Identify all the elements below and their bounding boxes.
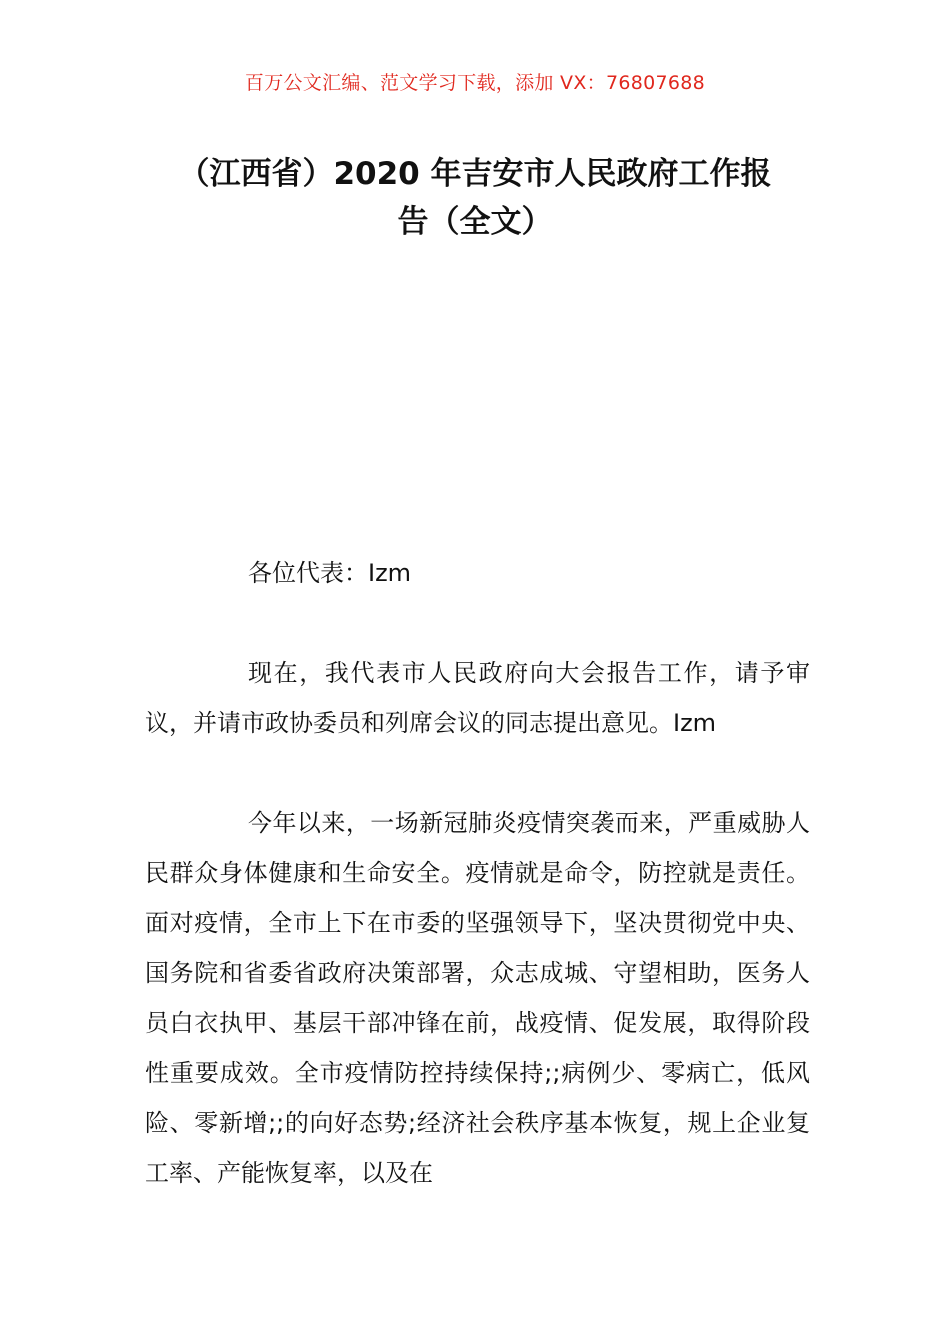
- paragraph: 现在，我代表市人民政府向大会报告工作，请予审议，并请市政协委员和列席会议的同志提出意见。Izm: [145, 659, 810, 737]
- document-title: [120, 150, 830, 246]
- title-line-1: （江西省）2020 年吉安市人民政府工作报: [178, 156, 772, 192]
- paragraph: 今年以来，一场新冠肺炎疫情突袭而来，严重威胁人民群众身体健康和生命安全。疫情就是命令，防控就是责任。面对疫情，全市上下在市委的坚强领导下，坚决贯彻党中央、国务院和省委省政府决策部署，众志成城、守望相助，医务人员白衣执甲、基层干部冲锋在前，战疫情、促发展，取得阶段性重要成效。全市疫情防控持续保持;;病例少、零病亡，低风险、零新增;;的向好态势;经济社会秩序基本恢复，规上企业复工率、产能恢复率，以及在: [145, 809, 810, 1187]
- title-line-2: 告（全文）: [397, 204, 553, 240]
- header-watermark-note: 百万公文汇编、范文学习下载，添加 VX：76807688: [244, 72, 706, 94]
- salutation: 各位代表：Izm: [248, 559, 412, 587]
